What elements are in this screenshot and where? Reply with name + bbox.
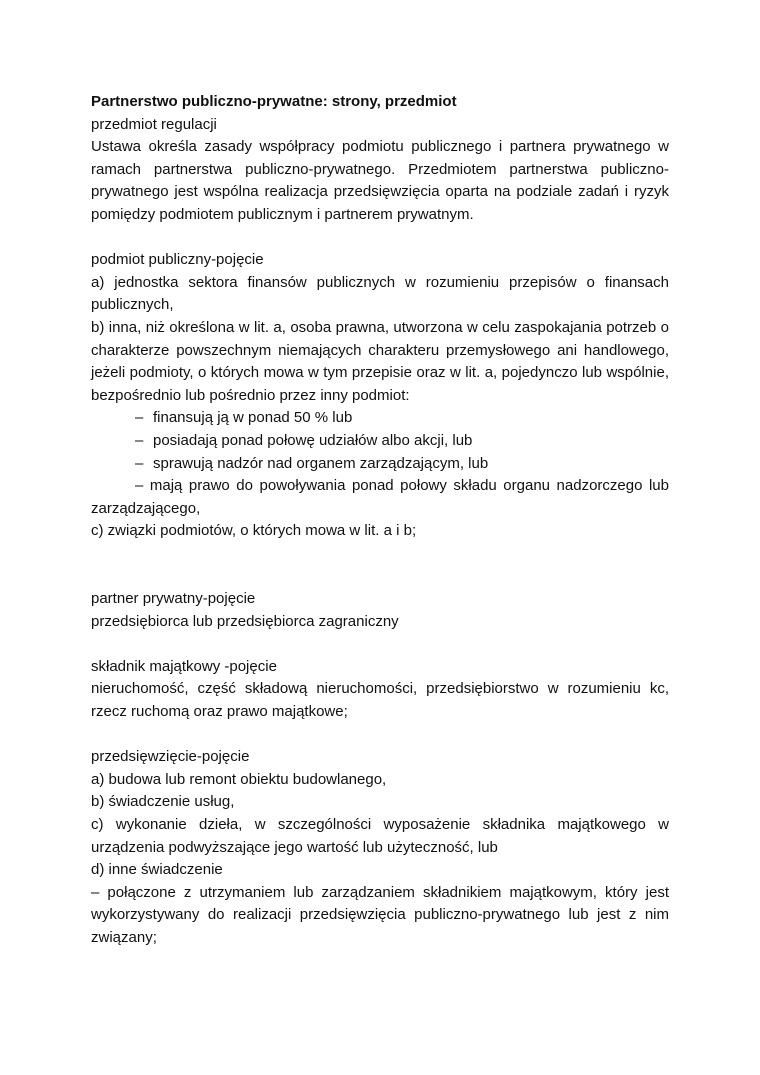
document-body: [91, 91, 669, 950]
dash-item: – sprawują nadzór nad organem zarządzającym, lub: [135, 454, 489, 472]
section-heading-public-entity: podmiot publiczny-pojęcie: [91, 251, 264, 269]
dash-item: – finansują ją w ponad 50 % lub: [135, 409, 353, 427]
undertaking-item-b: b) świadczenie usług,: [91, 793, 235, 811]
dash-item: – posiadają ponad połowę udziałów albo akcji, lub: [135, 431, 473, 449]
section-heading-regulation: przedmiot regulacji: [91, 115, 217, 133]
public-entity-item-c: c) związki podmiotów, o których mowa w lit. a i b;: [91, 522, 417, 540]
public-entity-item-a: a) jednostka sektora finansów publicznych w rozumieniu przepisów o finansach publicznych,: [91, 273, 669, 314]
regulation-text: Ustawa określa zasady współpracy podmiotu publicznego i partnera prywatnego w ramach partnerstwa publiczno-prywatnego. Przedmiotem partnerstwa publiczno-prywatnego jest wspólna realizacja przedsięwzięcia oparta na podziale zadań i ryzyk pomiędzy podmiotem publicznym i partnerem prywatnym.: [91, 138, 669, 223]
private-partner-text: przedsiębiorca lub przedsiębiorca zagraniczny: [91, 612, 399, 630]
section-heading-private-partner: partner prywatny-pojęcie: [91, 590, 256, 608]
dash-item: – mają prawo do powoływania ponad połowy składu organu nadzorczego lub zarządzającego,: [91, 477, 669, 517]
asset-text: nieruchomość, część składową nieruchomości, przedsiębiorstwo w rozumieniu kc, rzecz ruchomą oraz prawo majątkowe;: [91, 680, 669, 721]
section-heading-undertaking: przedsięwzięcie-pojęcie: [91, 748, 250, 766]
undertaking-tail: – połączone z utrzymaniem lub zarządzaniem składnikiem majątkowym, który jest wykorzystywany do realizacji przedsięwzięcia publiczno-prywatnego lub jest z nim związany;: [91, 883, 669, 946]
undertaking-item-c: c) wykonanie dzieła, w szczególności wyposażenie składnika majątkowego w urządzenia podwyższające jego wartość lub użyteczność, lub: [91, 816, 669, 856]
undertaking-item-d: d) inne świadczenie: [91, 861, 223, 879]
document-title: Partnerstwo publiczno-prywatne: strony, przedmiot: [91, 93, 457, 110]
undertaking-item-a: a) budowa lub remont obiektu budowlanego,: [91, 770, 387, 788]
section-heading-asset: składnik majątkowy -pojęcie: [91, 657, 277, 675]
public-entity-item-b: b) inna, niż określona w lit. a, osoba prawna, utworzona w celu zaspokajania potrzeb o charakterze powszechnym niemających charakteru przemysłowego ani handlowego, jeżeli podmioty, o których mowa w tym przepisie oraz w lit. a, pojedynczo lub wspólnie, bezpośrednio lub pośrednio przez inny podmiot:: [91, 318, 669, 404]
